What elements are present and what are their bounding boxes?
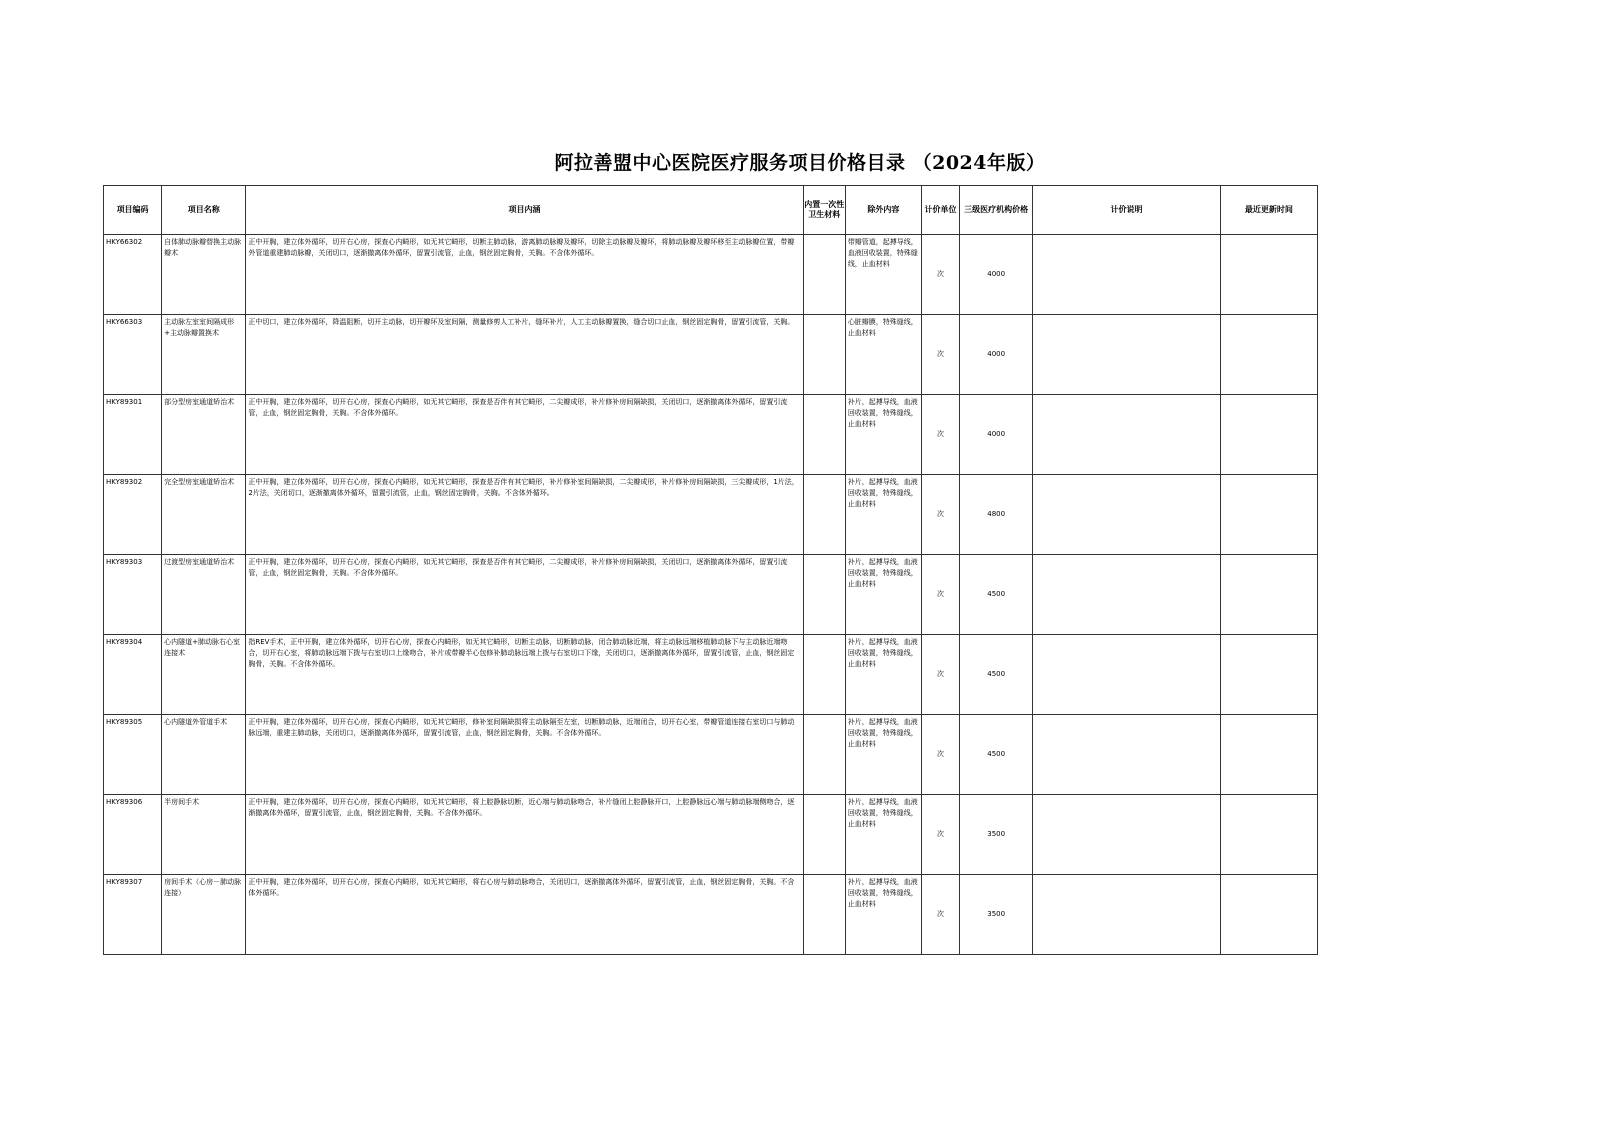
cell-code: HKY89304 — [104, 635, 162, 715]
cell-exclusions: 心脏瓣膜，特殊缝线，止血材料 — [845, 315, 921, 395]
cell-name: 完全型房室通道矫治术 — [162, 475, 246, 555]
cell-unit: 次 — [922, 395, 960, 475]
header-content: 项目内涵 — [246, 186, 803, 235]
cell-code: HKY89302 — [104, 475, 162, 555]
cell-exclusions: 补片，起搏导线，血液回收装置，特殊缝线，止血材料 — [845, 795, 921, 875]
cell-content: 正中开胸，建立体外循环，切开右心房，探查心内畸形，如无其它畸形，探查是否伴有其它畸形，补片修补室间隔缺损，二尖瓣成形，补片修补房间隔缺损，三尖瓣成形，1片法，2片法，关闭切口，逐渐撤离体外循环，留置引流管，止血，钢丝固定胸骨，关胸。不含体外循环。 — [246, 475, 803, 555]
header-note: 计价说明 — [1033, 186, 1220, 235]
cell-exclusions: 补片，起搏导线，血液回收装置，特殊缝线，止血材料 — [845, 555, 921, 635]
cell-content: 正中开胸，建立体外循环，切开右心房，探查心内畸形，如无其它畸形，修补室间隔缺损将主动脉隔至左室，切断肺动脉，近端闭合，切开右心室，带瓣管道连接右室切口与肺动脉远端，重建主肺动脉，关闭切口，逐渐撤离体外循环，留置引流管，止血，钢丝固定胸骨，关胸。不含体外循环。 — [246, 715, 803, 795]
cell-supply — [803, 235, 845, 315]
cell-updated — [1220, 235, 1317, 315]
cell-updated — [1220, 795, 1317, 875]
cell-price: 3500 — [960, 875, 1033, 955]
cell-name: 心内隧道外管道手术 — [162, 715, 246, 795]
table-row — [104, 475, 1318, 555]
cell-price: 3500 — [960, 795, 1033, 875]
cell-name: 半房间手术 — [162, 795, 246, 875]
table-row — [104, 395, 1318, 475]
cell-price: 4000 — [960, 395, 1033, 475]
cell-updated — [1220, 315, 1317, 395]
cell-price: 4000 — [960, 235, 1033, 315]
header-supply: 内置一次性卫生材料 — [803, 186, 845, 235]
cell-supply — [803, 475, 845, 555]
cell-content: 正中开胸，建立体外循环，切开右心房，探查心内畸形，如无其它畸形，探查是否伴有其它畸形，二尖瓣成形，补片修补房间隔缺损，关闭切口，逐渐撤离体外循环，留置引流管，止血，钢丝固定胸骨，关胸。不含体外循环。 — [246, 395, 803, 475]
cell-exclusions: 补片，起搏导线，血液回收装置，特殊缝线，止血材料 — [845, 475, 921, 555]
cell-updated — [1220, 635, 1317, 715]
table-row — [104, 315, 1318, 395]
table-row — [104, 795, 1318, 875]
cell-note — [1033, 635, 1220, 715]
cell-name: 过渡型房室通道矫治术 — [162, 555, 246, 635]
cell-note — [1033, 875, 1220, 955]
header-name: 项目名称 — [162, 186, 246, 235]
cell-price: 4500 — [960, 715, 1033, 795]
header-code: 项目编码 — [104, 186, 162, 235]
cell-code: HKY89307 — [104, 875, 162, 955]
cell-note — [1033, 235, 1220, 315]
cell-note — [1033, 315, 1220, 395]
header-price: 三级医疗机构价格 — [960, 186, 1033, 235]
cell-code: HKY66302 — [104, 235, 162, 315]
cell-supply — [803, 395, 845, 475]
header-exclusions: 除外内容 — [845, 186, 921, 235]
cell-content: 指REV手术，正中开胸，建立体外循环，切开右心房，探查心内畸形，如无其它畸形，切断主动脉，切断肺动脉，闭合肺动脉近端，将主动脉远端移植肺动脉下与主动脉近端吻合，切开右心室，将肺动脉远端下拨与右室切口上缘吻合，补片或带瓣半心包修补肺动脉远端上拨与右室切口下缘，关闭切口，逐渐撤离体外循环，留置引流管，止血，钢丝固定胸骨，关胸。不含体外循环。 — [246, 635, 803, 715]
cell-name: 心内隧道+肺动脉右心室连接术 — [162, 635, 246, 715]
cell-updated — [1220, 875, 1317, 955]
cell-unit: 次 — [922, 555, 960, 635]
cell-supply — [803, 875, 845, 955]
cell-supply — [803, 715, 845, 795]
cell-updated — [1220, 715, 1317, 795]
table-row — [104, 235, 1318, 315]
cell-name: 房间手术（心房－肺动脉连接） — [162, 875, 246, 955]
cell-content: 正中开胸，建立体外循环，切开右心房，探查心内畸形，如无其它畸形，探查是否伴有其它畸形，二尖瓣成形，补片修补房间隔缺损，关闭切口，逐渐撤离体外循环，留置引流管，止血，钢丝固定胸骨，关胸。不含体外循环。 — [246, 555, 803, 635]
cell-name: 部分型房室通道矫治术 — [162, 395, 246, 475]
cell-name: 自体肺动脉瓣替换主动脉瓣术 — [162, 235, 246, 315]
cell-supply — [803, 635, 845, 715]
cell-content: 正中切口，建立体外循环，降温阻断，切开主动脉，切开瓣环及室间隔，测量修剪人工补片，缝环补片，人工主动脉瓣置换，缝合切口止血，钢丝固定胸骨，留置引流管，关胸。 — [246, 315, 803, 395]
cell-unit: 次 — [922, 475, 960, 555]
cell-price: 4500 — [960, 555, 1033, 635]
cell-updated — [1220, 555, 1317, 635]
cell-code: HKY89306 — [104, 795, 162, 875]
cell-content: 正中开胸，建立体外循环，切开右心房，探查心内畸形，如无其它畸形，切断主肺动脉，游离肺动脉瓣及瓣环，切除主动脉瓣及瓣环，将肺动脉瓣及瓣环移至主动脉瓣位置，带瓣外管道重建肺动脉瓣，关闭切口，逐渐撤离体外循环，留置引流管，止血，钢丝固定胸骨，关胸。不含体外循环。 — [246, 235, 803, 315]
price-catalog-table — [103, 185, 1318, 955]
table-row — [104, 715, 1318, 795]
cell-code: HKY89301 — [104, 395, 162, 475]
cell-supply — [803, 795, 845, 875]
cell-unit: 次 — [922, 315, 960, 395]
cell-name: 主动脉左室室间隔成形+主动脉瓣置换术 — [162, 315, 246, 395]
cell-code: HKY89303 — [104, 555, 162, 635]
cell-price: 4800 — [960, 475, 1033, 555]
cell-note — [1033, 715, 1220, 795]
table-row — [104, 555, 1318, 635]
cell-unit: 次 — [922, 715, 960, 795]
table-row — [104, 875, 1318, 955]
cell-content: 正中开胸，建立体外循环，切开右心房，探查心内畸形，如无其它畸形，将上腔静脉切断，近心端与肺动脉吻合，补片缝闭上腔静脉开口，上腔静脉远心端与肺动脉端侧吻合，逐渐撤离体外循环，留置引流管，止血，钢丝固定胸骨，关胸。不含体外循环。 — [246, 795, 803, 875]
cell-supply — [803, 555, 845, 635]
cell-code: HKY66303 — [104, 315, 162, 395]
header-updated: 最近更新时间 — [1220, 186, 1317, 235]
cell-updated — [1220, 475, 1317, 555]
cell-exclusions: 补片，起搏导线，血液回收装置，特殊缝线，止血材料 — [845, 875, 921, 955]
cell-exclusions: 补片，起搏导线，血液回收装置，特殊缝线，止血材料 — [845, 395, 921, 475]
cell-unit: 次 — [922, 875, 960, 955]
page-title: 阿拉善盟中心医院医疗服务项目价格目录 （2024年版） — [554, 152, 1046, 174]
cell-price: 4000 — [960, 315, 1033, 395]
cell-exclusions: 补片，起搏导线，血液回收装置，特殊缝线，止血材料 — [845, 635, 921, 715]
cell-updated — [1220, 395, 1317, 475]
cell-price: 4500 — [960, 635, 1033, 715]
header-unit: 计价单位 — [922, 186, 960, 235]
cell-content: 正中开胸，建立体外循环，切开右心房，探查心内畸形，如无其它畸形，将右心房与肺动脉吻合，关闭切口，逐渐撤离体外循环，留置引流管，止血，钢丝固定胸骨，关胸。不含体外循环。 — [246, 875, 803, 955]
cell-unit: 次 — [922, 795, 960, 875]
cell-code: HKY89305 — [104, 715, 162, 795]
cell-unit: 次 — [922, 635, 960, 715]
cell-note — [1033, 395, 1220, 475]
cell-note — [1033, 475, 1220, 555]
cell-note — [1033, 795, 1220, 875]
cell-exclusions: 带瓣管道，起搏导线，血液回收装置，特殊缝线，止血材料 — [845, 235, 921, 315]
table-header-row — [104, 186, 1318, 235]
table-row — [104, 635, 1318, 715]
cell-unit: 次 — [922, 235, 960, 315]
cell-exclusions: 补片，起搏导线，血液回收装置，特殊缝线，止血材料 — [845, 715, 921, 795]
cell-supply — [803, 315, 845, 395]
cell-note — [1033, 555, 1220, 635]
